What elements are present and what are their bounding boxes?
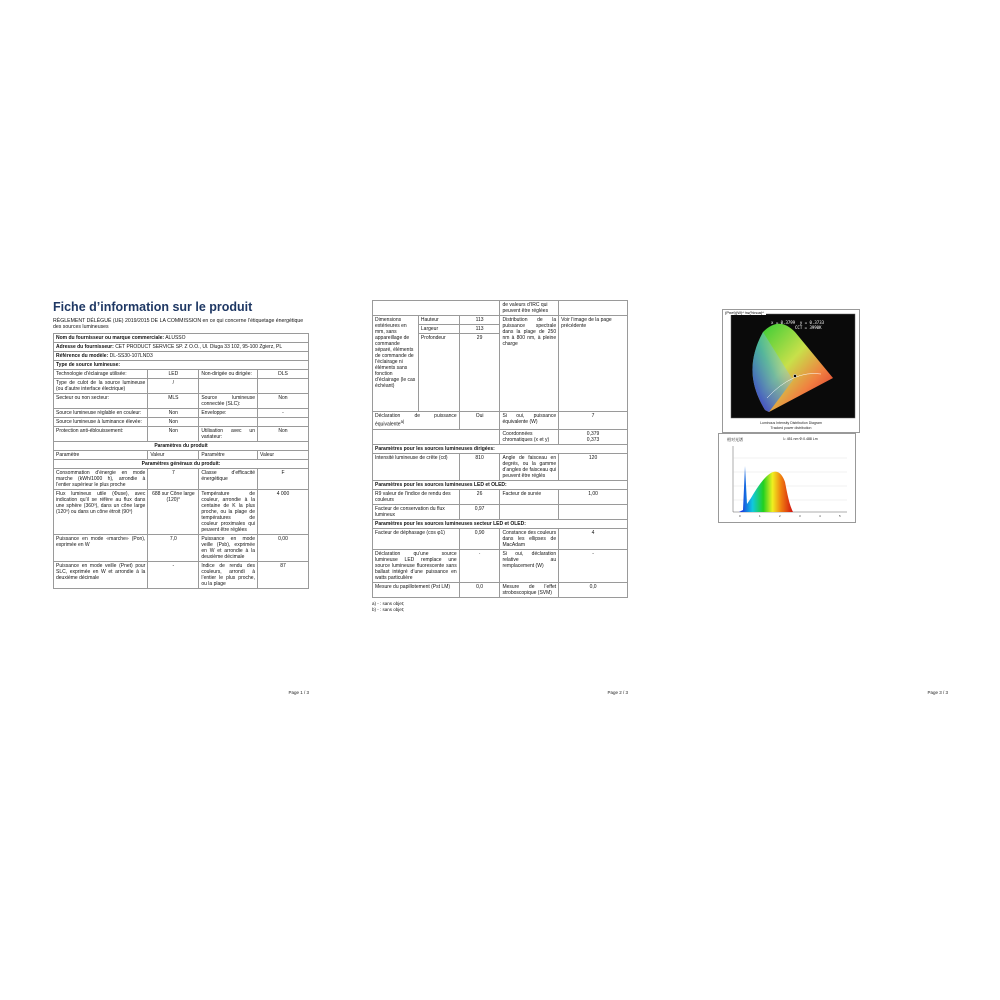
table-row: Profondeur 29 (373, 334, 628, 412)
svg-text:2: 2 (779, 514, 781, 518)
table-row: Source lumineuse réglable en couleur: Non Enveloppe: - (54, 408, 309, 417)
table-row: Déclaration de puissance équivalente$^{a)}$ Oui Si oui, puissance équivalente (W) 7 (373, 412, 628, 430)
cie-caption: Luminous Intensity Distribution Diagram (760, 421, 822, 425)
document-page-3 (692, 300, 948, 695)
table-row: Source lumineuse à luminance élevée: Non (54, 417, 309, 426)
table-row: R9 valeur de l’indice de rendu des couleurs 26 Facteur de survie 1,00 (373, 489, 628, 504)
table-row: Type de culot de la source lumineuse (ou d’autre interface électrique) / (54, 378, 309, 393)
table-row: Protection anti-éblouissement: Non Utilisation avec un variateur: Non (54, 426, 309, 441)
page-number: Page 1 / 3 (288, 690, 309, 695)
table-row: Intensité lumineuse de crête (cd) 810 Angle de faisceau en degrés, ou la gamme d’angles de faisceau qui peuvent être réglés 120 (373, 453, 628, 480)
page-title: Fiche d’information sur le produit (53, 300, 253, 314)
table-row: Mesure du papillotement (Pst LM) 0,0 Mesure de l’effet stroboscopique (SVM) 0,0 (373, 582, 628, 597)
table-row: Déclaration qu’une source lumineuse LED remplace une source lumineuse fluorescente sans ballast intégré d’une puissance en watts particulière - Si oui, déclaration relative au remplacement (W) - (373, 549, 628, 582)
table-row: Consommation d’énergie en mode marche (kWh/1000 h), arrondie à l’entier supérieur le plus proche 7 Classe d’efficacité énergétique F (54, 468, 309, 489)
table-row: Puissance en mode «marche» (Pon), exprimée en W 7,0 Puissance en mode veille (Psb), exprimée en W et arrondie à la deuxième décimale 0,00 (54, 534, 309, 561)
svg-text:3: 3 (799, 514, 801, 518)
table-row: Facteur de déphasage (cos φ1) 0,90 Constance des couleurs dans les ellipses de MacAdam 4 (373, 528, 628, 549)
cie-readout: x = 0.3799 y = 0.3733 CCT = 3990K (771, 320, 825, 330)
table-header-row: Paramètre Valeur Paramètre Valeur (54, 450, 309, 459)
spectrum-plot (719, 434, 855, 522)
table-row: Technologie d’éclairage utilisée: LED Non-dirigée ou dirigée: DLS (54, 369, 309, 378)
table-row: Puissance en mode veille (Pnet) pour SLC, exprimée en W et arrondie à la deuxième décimale - Indice de rendu des couleurs, arrondi à l’entier le plus proche, ou la plage 87 (54, 561, 309, 588)
table-row: Facteur de conservation du flux lumineux 0,97 (373, 504, 628, 519)
svg-text:0: 0 (739, 514, 741, 518)
svg-text:1: 1 (759, 514, 761, 518)
table-row: Secteur ou non secteur: MLS Source lumineuse connectée (SLC): Non (54, 393, 309, 408)
document-page-1 (53, 300, 309, 695)
spectral-distribution-figure (718, 433, 856, 523)
cie-chromaticity-figure (722, 309, 860, 433)
cie-header: (Pnet)(W)^ tw(%noa)^ (725, 310, 765, 315)
page-number: Page 3 / 3 (927, 690, 948, 695)
table-row: Dimensions extérieures en mm, sans appareillage de commande séparé, éléments de commande de l’éclairage ni éléments sans fonction d’éclairage (le cas échéant) Hauteur 113 Distribution de la puissance spectrale dans la plage de 250 nm à 800 nm, à pleine charge Voir l’image de la page précédente (373, 316, 628, 325)
table-row: Coordonnées chromatiques (x et y) 0,379 0,373 (373, 429, 628, 444)
spd-info: λ: 451 nm Φ:0.488 Lm (783, 437, 818, 441)
product-info-table-continued: de valeurs d’IRC qui peuvent être réglées Dimensions extérieures en mm, sans appareillage de commande séparé, éléments de commande de l’éclairage ni éléments sans fonction d’éclairage (le cas échéant) Hauteur 113 Distribution de la puissance spectrale dans la plage de 250 nm à 800 nm, à pleine charge Voir l’image de la page précédente Largeur 113 Profondeur 29 Déclaration de puissance équivalente$^{a)}$ Oui Si oui, puissance équivalente (W) 7 Coordonnées chromatiques (x et y) 0,379 0,373 Paramètres pour les sources lumineuses dirigées: Intensité lumineuse de crête (cd) 810 Angle de faisceau en degrés, ou la gamme d’angles de faisceau qui peuvent être réglés 120 Paramètres pour les sources lumineuses LED et OLED: R9 valeur de l’indice de rendu des couleurs 26 Facteur de survie 1,00 Facteur de conservation du flux lumineux 0,97 Paramètres pour les sources lumineuses secteur LED et OLED: Facteur de déphasage (cos φ1) 0,90 Constance des couleurs dans les ellipses de MacAdam 4 Déclaration qu’une source lumineuse LED remplace une source lumineuse fluorescente sans ballast intégré d’une puissance en watts particulière - Si oui, déclaration relative au remplacement (W) - Mesure du papillotement (Pst LM) 0,0 Mesure de l’effet stroboscopique (SVM) 0,0 (372, 300, 628, 598)
cie-subcaption: Tracked power distribution (770, 426, 812, 430)
svg-text:5: 5 (839, 514, 841, 518)
table-row: Flux lumineux utile (Φuse), avec indication qu’il se réfère au flux dans une sphère (360º), dans un cône large (120º) ou dans un cône étroit (90º) 688 sur Cône large (120)° Température de couleur, arrondie à la centaine de K la plus proche, ou la plage de températures de couleur proximales qui peuvent être réglées 4 000 (54, 489, 309, 534)
product-info-table: Nom du fournisseur ou marque commerciale: ALUSSO Adresse du fournisseur: CET PRODUCT SERVICE SP. Z O.O., Ul. Dluga 33 102, 95-100 Zgierz, PL Référence du modèle: DL-SS30-107LND3 Type de source lumineuse: Technologie d’éclairage utilisée: LED Non-dirigée ou dirigée: DLS Type de culot de la source lumineuse (ou d’autre interface électrique) / Secteur ou non secteur: MLS Source lumineuse connectée (SLC): Non Source lumineuse réglable en couleur: Non Enveloppe: - Source lumineuse à luminance élevée: Non Protection anti-éblouissement: Non Utilisation avec un variateur: Non Paramètres du produit Paramètre Valeur Paramètre Valeur Paramètres généraux du produit: Consommation d’énergie en mode marche (kWh/1000 h), arrondie à l’entier supérieur le plus proche 7 Classe d’efficacité énergétique F Flux lumineux utile (Φuse), avec indication qu’il se réfère au flux dans une sphère (360º), dans un cône large (120º) ou dans un cône étroit (90º) 688 sur Cône large (120)° Température de couleur, arrondie à la centaine de K la plus proche, ou la plage de températures de couleur proximales qui peuvent être réglées 4 000 Puissance en mode «marche» (Pon), exprimée en W 7,0 Puissance en mode veille (Psb), exprimée en W et arrondie à la deuxième décimale 0,00 Puissance en mode veille (Pnet) pour SLC, exprimée en W et arrondie à la deuxième décimale - Indice de rendu des couleurs, arrondi à l’entier le plus proche, ou la plage 87 (53, 333, 309, 589)
document-page-2 (372, 300, 628, 695)
table-row: de valeurs d’IRC qui peuvent être réglées (373, 301, 628, 316)
chromaticity-point (793, 374, 796, 377)
regulation-text: RÈGLEMENT DÉLÉGUÉ (UE) 2019/2015 DE LA COMMISSION en ce qui concerne l’étiquetage énergétique des sources lumineuses (53, 318, 304, 331)
spd-title: 相对光谱 (727, 437, 743, 442)
page-number: Page 2 / 3 (607, 690, 628, 695)
svg-text:4: 4 (819, 514, 821, 518)
table-row: Largeur 113 (373, 325, 628, 334)
footnotes: a) - : sans objet; b) - : sans objet; (372, 600, 405, 612)
